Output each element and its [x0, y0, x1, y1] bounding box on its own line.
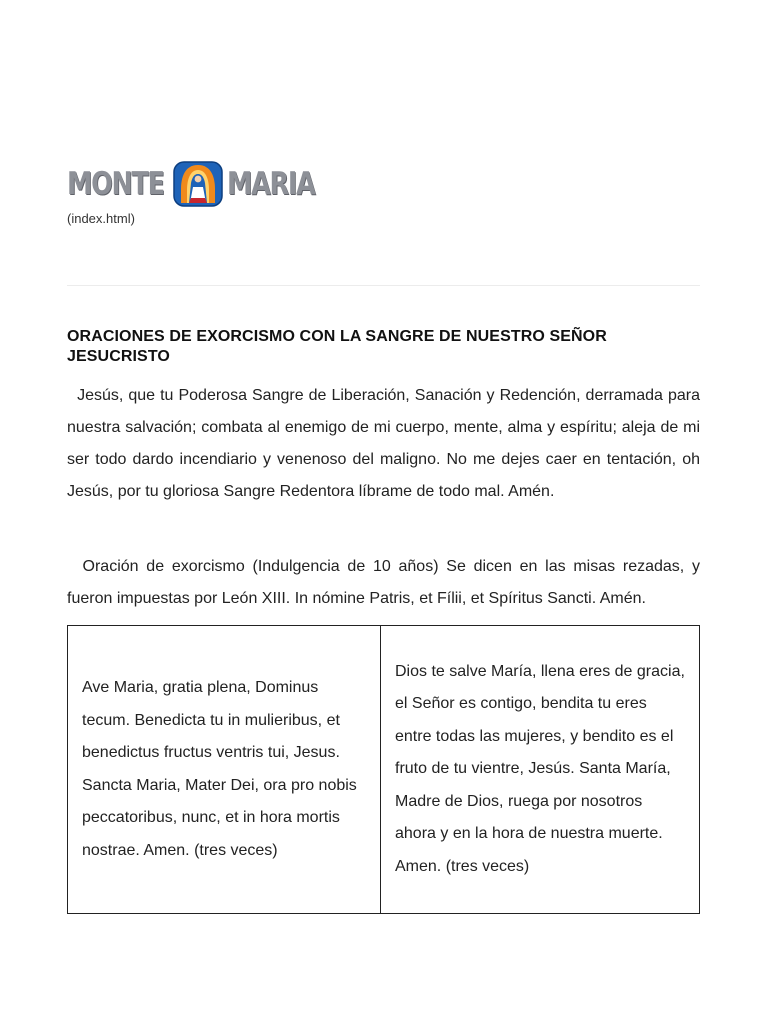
latin-prayer-cell: Ave Maria, gratia plena, Dominus tecum. Benedicta tu in mulieribus, et benedictus fructus ventris tui, Jesus. Sancta Maria, Mater Dei, ora pro nobis peccatoribus, nunc, et in hora mortis nostrae. Amen. (tres veces)	[68, 626, 381, 914]
logo-text-maria: MARIA	[226, 165, 315, 202]
exorcism-intro-paragraph	[67, 551, 700, 615]
index-link[interactable]: (index.html)	[67, 211, 135, 226]
header-divider	[67, 285, 700, 286]
exorcism-intro-paragraph-text: Oración de exorcismo (Indulgencia de 10 años) Se dicen en las misas rezadas, y fueron impuestas por León XIII. In nómine Patris, et Fílii, et Spíritus Sancti. Amén.	[67, 558, 701, 607]
logo-text-monte: MONTE	[67, 165, 164, 202]
virgin-mary-emblem-icon	[173, 161, 223, 207]
table-row	[68, 626, 700, 914]
prayer-paragraph-blood	[67, 380, 700, 508]
article-title: ORACIONES DE EXORCISMO CON LA SANGRE DE NUESTRO SEÑOR JESUCRISTO	[67, 328, 607, 365]
site-logo[interactable]	[67, 160, 334, 208]
ave-maria-table	[67, 625, 700, 914]
prayer-paragraph-blood-text: Jesús, que tu Poderosa Sangre de Liberación, Sanación y Redención, derramada para nuestra salvación; combata al enemigo de mi cuerpo, mente, alma y espíritu; aleja de mi ser todo dardo incendiario y venenoso del maligno. No me dejes caer en tentación, oh Jesús, por tu gloriosa Sangre Redentora líbrame de todo mal. Amén.	[67, 387, 700, 500]
spanish-prayer-cell: Dios te salve María, llena eres de gracia, el Señor es contigo, bendita tu eres entre todas las mujeres, y bendito es el fruto de tu vientre, Jesús. Santa María, Madre de Dios, ruega por nosotros ahora y en la hora de nuestra muerte. Amen. (tres veces)	[381, 626, 700, 914]
